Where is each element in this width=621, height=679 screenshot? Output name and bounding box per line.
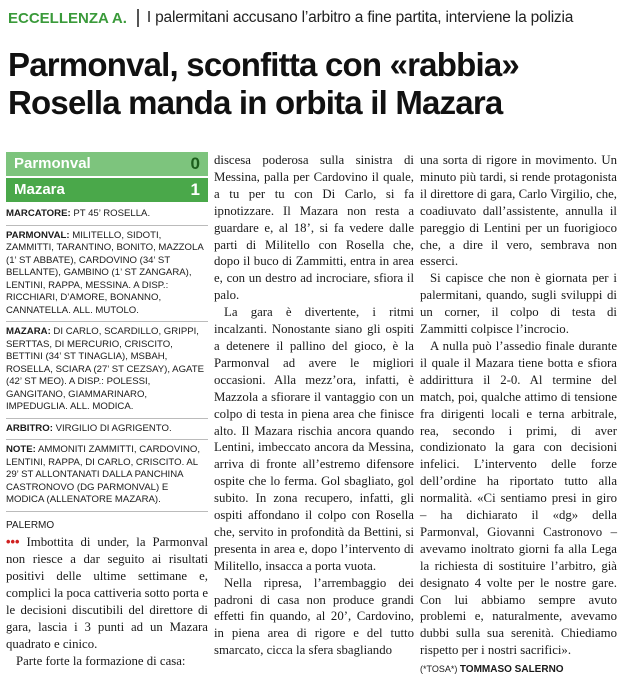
byline-author: TOMMASO SALERNO: [459, 664, 564, 676]
arbitro-text: VIRGILIO DI AGRIGENTO.: [52, 422, 172, 434]
parmonval-lineup: MILITELLO, SIDOTI, ZAMMITTI, TARANTINO, BONITO, MAZZOLA (1’ ST ABBATE), CARDOVINO (34’ ST BELLANTE), GAMBINO (1’ ST ZANGARA), LENTINI, RAPPA, MESSINA. A DISP.: RICCHIARI, D’AMORE, BONANNO, CANNATELLA. ALL. MUTOLO.: [6, 229, 204, 316]
column-3: [420, 152, 617, 679]
section-subhead: I palermitani accusano l’arbitro a fine partita, interviene la polizia: [146, 9, 574, 26]
section-kicker: ECCELLENZA A.: [8, 9, 127, 27]
info-marcatore: [6, 204, 208, 226]
home-team-goals: 0: [190, 153, 200, 173]
section-strip: [0, 4, 621, 32]
column-1: [6, 152, 208, 670]
article-paragraph: una sorta di rigore in movimento. Un minuto più tardi, si rende protagonista il direttore di gara, Carlo Virgilio, che, coadiuvato dall’assistente, annulla il pareggio di Lentini per un fuorigioco che, a dire il vero, sembrava non esserci.: [420, 153, 617, 269]
article-paragraph: discesa poderosa sulla sinistra di Messina, palla per Cardovino il quale, a tu per tu con Di Carlo, si fa ipnotizzare. Il Mazara non resta a guardare e, al 18’, si fa vedere dalle parti di Militello con Rosella che, dopo il buco di Zammitti, entra in area e, con un destro ad incrociare, sfiora il palo.: [214, 153, 414, 303]
lead-bullets: •••: [6, 534, 20, 550]
score-row-away: [6, 178, 208, 202]
column-2: [214, 152, 414, 659]
headline: [8, 46, 618, 122]
mazara-lineup: DI CARLO, SCARDILLO, GRIPPI, SERTTAS, DI MERCURIO, CRISCITO, BETTINI (34’ ST TINAGLIA), MSBAH, ROSELLA, SCIARA (27’ ST CEZSAY), AGATE (42’ ST MEO). A DISP.: POLESSI, GANGITANO, GIAMMARINARO, IMPEDUGLIA. ALL. MODICA.: [6, 326, 204, 412]
byline: [420, 661, 617, 679]
info-parmonval: [6, 226, 208, 323]
mazara-label: MAZARA:: [6, 326, 51, 337]
article-paragraph: Si capisce che non è giornata per i palermitani, quando, sugli sviluppi di un corner, il colpo di testa di Zammitti colpisce l’incrocio.: [420, 271, 617, 337]
headline-line-1: Parmonval, sconfitta con «rabbia»: [8, 46, 519, 83]
article-paragraph: A nulla può l’assedio finale durante il quale il Mazara tiene botta e sfiora addirittura il 2-0. Al termine del match, poi, qualche attimo di tensione fra dirigenti locali e terna arbitrale, rea, secondo i primi, di aver condizionato la gara con decisioni infelici. L’intervento delle forze dell’ordine ha riportato tutto alla normalità. «Ci sentiamo presi in giro – ha dichiarato il «dg» della Parmonval, Giovanni Castronovo – avevamo inoltrato giorni fa alla Lega la richiesta di sostituire l’arbitro, già designato 4 volte per le nostre gare. Con lui abbiamo sempre avuto problemi e, naturalmente, avevamo dubbi sulla sua serenità. Chiediamo rispetto per i nostri sacrifici».: [420, 338, 617, 658]
info-mazara: [6, 322, 208, 419]
note-label: NOTE:: [6, 444, 36, 455]
headline-line-2: Rosella manda in orbita il Mazara: [8, 84, 503, 121]
article-paragraph: Parte forte la formazione di casa:: [16, 653, 186, 668]
away-team-name: Mazara: [14, 180, 65, 198]
article-paragraph: La gara è divertente, i ritmi incalzanti. Nonostante siano gli ospiti a detenere il pallino del gioco, è la Parmonval ad avere le migliori occasioni. Alla mezz’ora, infatti, è Mazzola a sfiorare il vantaggio con un colpo di testa in piena area che finisce alto. Il Mazara rischia ancora quando Lentini, imbeccato ancora da Messina, arriva di fronte all’estremo difensore ospite che lo ferma. Gol sbagliato, gol subito. In zona recupero, infatti, gli ospiti affondano il colpo con Rosella che, servito in profondità da Bettini, si presenta in area e, dopo l’intervento di Militello, insacca a porta vuota.: [214, 305, 414, 573]
arbitro-label: ARBITRO:: [6, 422, 53, 434]
byline-tag: (*TOSA*): [420, 664, 458, 675]
lead-text: Imbottita di under, la Parmonval non riesce a dar seguito ai risultati positivi delle ultime settimane e, complici la poca cattiveria sotto porta e le decisioni discutibili del direttore di gara, lascia i 3 punti ad un Mazara quadrato e cinico.: [6, 535, 209, 651]
note-text: AMMONITI ZAMMITTI, CARDOVINO, LENTINI, RAPPA, DI CARLO, CRISCITO. AL 29’ ST ALLONTANATI DALLA PANCHINA CASTRONOVO (DG PARMONVAL) E MODICA (ALLENATORE MAZARA).: [6, 444, 201, 505]
article-paragraph: [6, 534, 208, 652]
parmonval-label: PARMONVAL:: [6, 229, 70, 241]
dateline: PALERMO: [6, 519, 55, 531]
kicker-divider: [137, 9, 139, 27]
article-paragraph: Nella ripresa, l’arrembaggio dei padroni di casa non produce grandi effetti fin quando, al 20’, Cardovino, in piena area di rigore e del tutto smarcato, cicca la sfera sbagliando: [214, 575, 414, 658]
info-arbitro: [6, 419, 208, 441]
home-team-name: Parmonval: [14, 154, 91, 172]
marcatore-text: PT 45’ ROSELLA.: [70, 208, 151, 219]
marcatore-label: MARCATORE:: [6, 208, 71, 219]
score-row-home: [6, 152, 208, 176]
away-team-goals: 1: [190, 179, 200, 199]
info-note: [6, 440, 208, 512]
